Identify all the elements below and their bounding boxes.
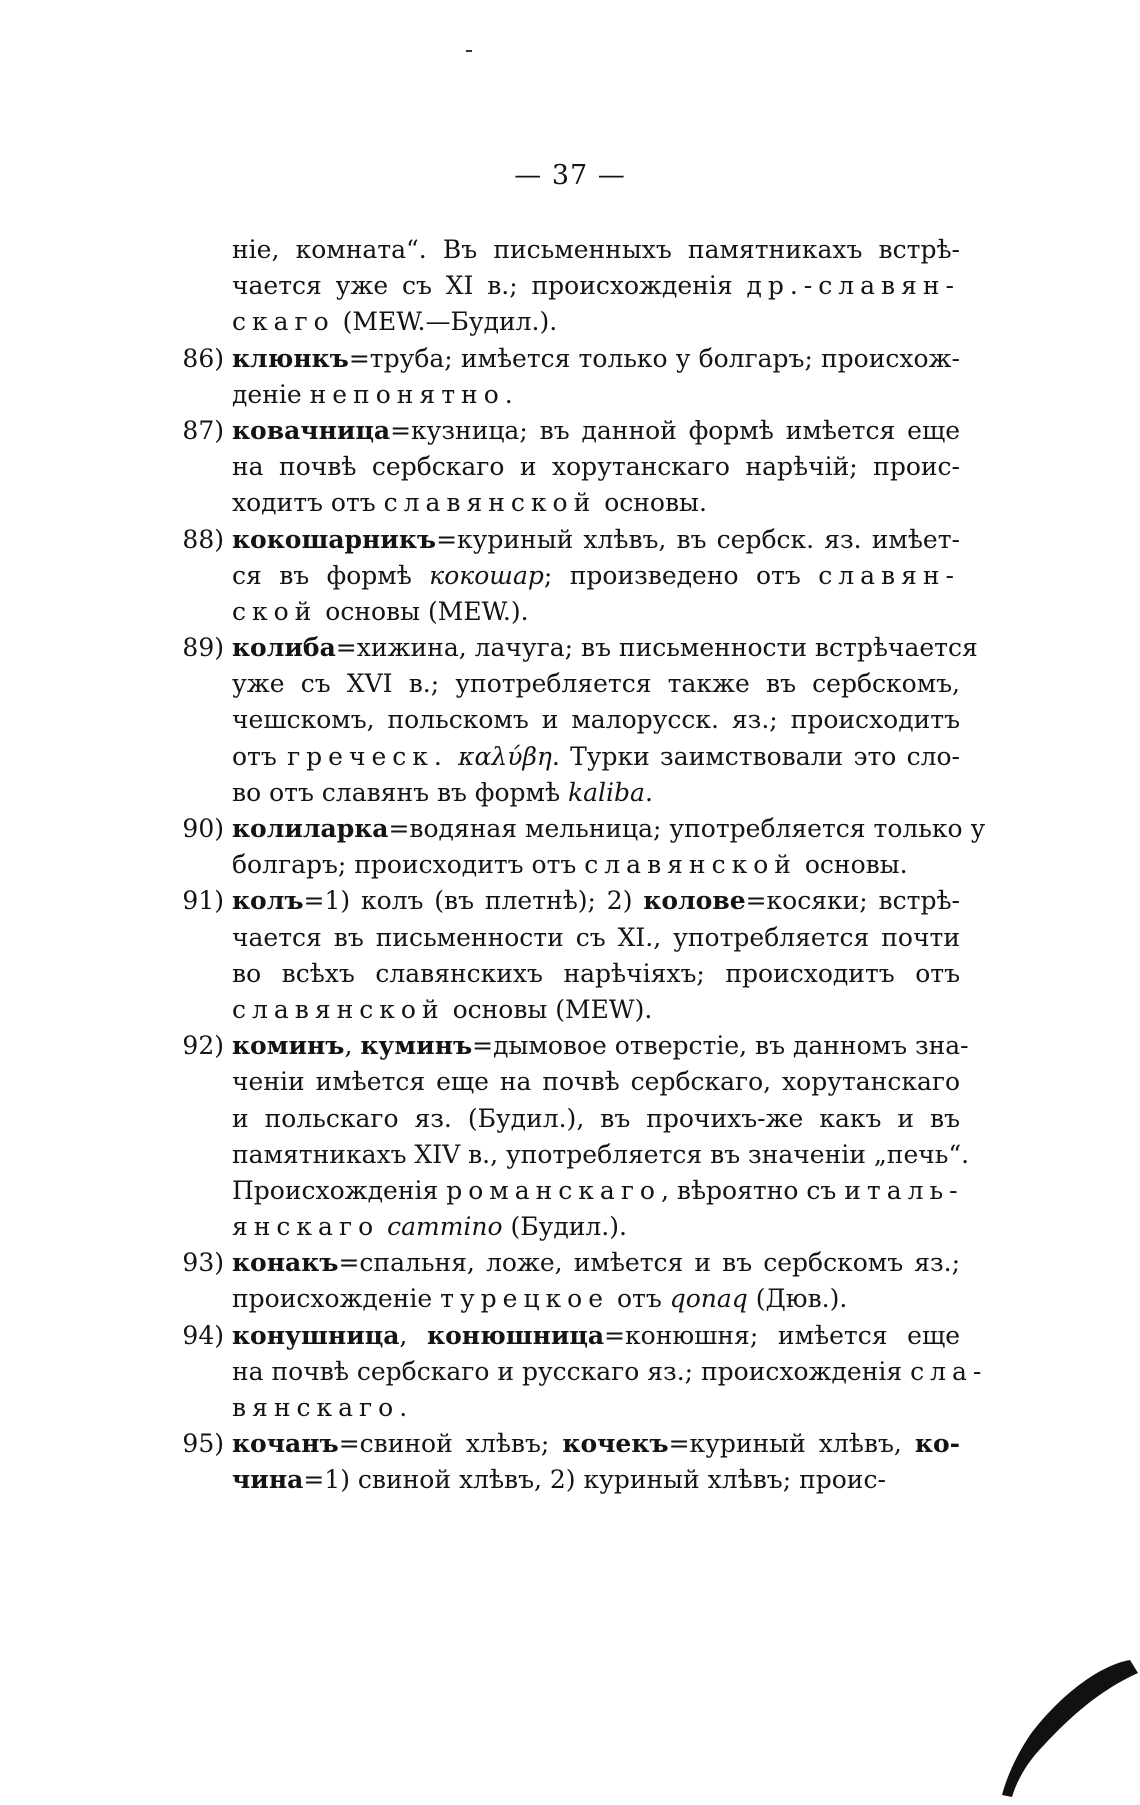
text-line xyxy=(140,1137,970,1173)
line-content xyxy=(232,702,960,738)
text-line xyxy=(140,268,960,304)
text-run: болгаръ; происходитъ отъ xyxy=(232,850,585,880)
line-content xyxy=(232,1390,960,1426)
entry-number: 87) xyxy=(182,415,224,445)
line-content xyxy=(232,883,960,919)
text-line xyxy=(140,992,960,1028)
text-run: деніе xyxy=(232,379,310,409)
spaced-run: янскаго xyxy=(232,1212,380,1242)
dictionary-entry xyxy=(140,1245,960,1317)
text-run xyxy=(379,1212,387,1241)
line-content xyxy=(232,775,960,811)
entry-number: 94) xyxy=(182,1320,224,1350)
dictionary-entry xyxy=(140,413,960,522)
entry-number: 92) xyxy=(182,1031,224,1061)
text-line xyxy=(140,413,960,449)
text-run: основы (MEW.). xyxy=(317,596,529,626)
text-run: =дымовое отверстіе, въ данномъ зна- xyxy=(472,1031,969,1061)
line-content xyxy=(232,1209,960,1245)
text-run: =хижина, лачуга; въ письменности встрѣчается xyxy=(335,633,978,663)
text-line xyxy=(140,847,960,883)
text-run: , xyxy=(344,1031,361,1061)
line-content xyxy=(232,558,960,594)
line-content xyxy=(232,1245,960,1281)
text-line xyxy=(140,1209,960,1245)
headword: кокошарникъ xyxy=(232,524,437,554)
text-run: во отъ славянъ въ формѣ xyxy=(232,777,568,807)
text-run: чешскомъ, польскомъ и малорусск. яз.; происходитъ xyxy=(232,705,960,735)
text-run: =конюшня; имѣется еще xyxy=(604,1320,960,1350)
dictionary-entry xyxy=(140,1426,960,1498)
text-line xyxy=(140,1245,960,1281)
line-content xyxy=(232,1028,969,1064)
dictionary-entry xyxy=(140,1318,988,1427)
text-line xyxy=(140,232,960,268)
line-content xyxy=(232,1281,960,1317)
dictionary-entry xyxy=(140,522,960,631)
text-run: на почвѣ сербскаго и хорутанскаго нарѣчій; проис- xyxy=(232,452,960,482)
line-content xyxy=(232,449,960,485)
dictionary-entry xyxy=(140,630,978,811)
text-run: . Турки заимствовали это сло- xyxy=(551,741,960,771)
text-line xyxy=(140,1064,960,1100)
quill-mark-icon xyxy=(990,1655,1140,1805)
text-line xyxy=(140,377,960,413)
spaced-run: романскаго xyxy=(446,1175,661,1205)
page-number: — 37 — xyxy=(514,160,626,191)
text-line xyxy=(140,1101,960,1137)
text-run: ся въ формѣ xyxy=(232,560,430,590)
headword: клюнкъ xyxy=(232,343,349,373)
text-run: =1) колъ (въ плетнѣ); 2) xyxy=(303,886,644,916)
line-content xyxy=(232,739,960,775)
text-line xyxy=(140,1281,960,1317)
headword: колъ xyxy=(232,886,304,916)
dictionary-entry xyxy=(140,883,960,1028)
text-run: (Дюв.). xyxy=(747,1284,848,1314)
headword: коминъ xyxy=(232,1031,345,1061)
spaced-run: италь- xyxy=(844,1175,964,1205)
italic-run: cammino xyxy=(387,1212,503,1242)
text-run: =спальня, ложе, имѣется и въ сербскомъ яз.; xyxy=(338,1248,960,1278)
dictionary-entry xyxy=(140,1028,970,1245)
text-run: основы. xyxy=(796,850,908,880)
text-run: и польскаго яз. (Будил.), въ прочихъ-же какъ и въ xyxy=(232,1103,960,1133)
entry-number: 88) xyxy=(182,524,224,554)
line-content xyxy=(232,847,960,883)
italic-run: kaliba xyxy=(567,777,645,807)
line-content xyxy=(232,1064,960,1100)
line-content xyxy=(232,341,960,377)
text-run: =косяки; встрѣ- xyxy=(745,886,960,916)
text-run: =куриный хлѣвъ, въ сербск. яз. имѣет- xyxy=(436,524,960,554)
text-run: , вѣроятно съ xyxy=(660,1175,845,1205)
text-line xyxy=(140,304,960,340)
text-run: чается въ письменности съ XI., употребляется почти xyxy=(232,922,960,952)
text-run: (MEW.—Будил.). xyxy=(334,307,558,337)
headword: колиба xyxy=(232,633,336,663)
line-content xyxy=(232,1173,964,1209)
spaced-run: славян- xyxy=(818,560,960,590)
headword: ковачница xyxy=(232,415,391,445)
line-content xyxy=(232,1101,960,1137)
text-line xyxy=(140,920,960,956)
headword: конюшница xyxy=(427,1320,605,1350)
text-run: ченіи имѣется еще на почвѣ сербскаго, хорутанскаго xyxy=(232,1067,960,1097)
text-run xyxy=(448,742,458,771)
headword: конакъ xyxy=(232,1248,339,1278)
line-content xyxy=(232,1426,960,1462)
text-line xyxy=(140,522,960,558)
line-content xyxy=(232,956,960,992)
line-content xyxy=(232,1462,960,1498)
stray-mark xyxy=(466,50,472,52)
text-line xyxy=(140,1173,964,1209)
line-content xyxy=(232,811,986,847)
italic-run: qonaq xyxy=(669,1284,748,1314)
text-run: . xyxy=(504,379,513,409)
text-line xyxy=(140,630,978,666)
text-line xyxy=(140,1318,960,1354)
text-run: , xyxy=(399,1320,428,1350)
spaced-run: греческ. xyxy=(287,741,448,771)
entry-number: 89) xyxy=(182,633,224,663)
text-run: происхожденіе xyxy=(232,1284,441,1314)
text-line xyxy=(140,956,960,992)
headword: чина xyxy=(232,1465,304,1495)
spaced-run: ской xyxy=(232,596,318,626)
text-line xyxy=(140,739,960,775)
text-run: =труба; имѣется только у болгаръ; происхож- xyxy=(348,343,960,373)
dictionary-text xyxy=(140,232,988,1499)
line-content xyxy=(232,1318,960,1354)
spaced-run: сла- xyxy=(910,1356,988,1386)
text-run: =1) свиной хлѣвъ, 2) куриный хлѣвъ; проис- xyxy=(303,1465,886,1495)
spaced-run: славянской xyxy=(383,488,597,518)
text-run: (Будил.). xyxy=(502,1212,627,1242)
spaced-run: вянскаго xyxy=(232,1393,400,1422)
text-line xyxy=(140,485,960,521)
spaced-run: турецкое xyxy=(440,1284,610,1314)
spaced-run: славянской xyxy=(584,850,797,880)
line-content xyxy=(232,920,960,956)
entry-number: 91) xyxy=(182,886,224,916)
text-run: основы. xyxy=(596,488,707,518)
italic-run: καλύβη xyxy=(458,741,552,771)
text-line xyxy=(140,702,960,738)
headword: куминъ xyxy=(360,1031,473,1061)
headword: ко- xyxy=(914,1429,960,1459)
text-run: чается уже съ XI в.; происхожденія xyxy=(232,271,747,301)
line-content xyxy=(232,1354,988,1390)
text-run: . xyxy=(399,1393,408,1422)
line-content xyxy=(232,377,960,413)
text-line xyxy=(140,1028,969,1064)
text-run: отъ xyxy=(232,741,288,771)
text-line xyxy=(140,1354,988,1390)
text-run: во всѣхъ славянскихъ нарѣчіяхъ; происходитъ отъ xyxy=(232,958,960,988)
line-content xyxy=(232,630,978,666)
headword: колиларка xyxy=(232,814,389,843)
text-run: ходитъ отъ xyxy=(232,488,384,518)
text-run: ніе, комната“. Въ письменныхъ памятникахъ встрѣ- xyxy=(232,235,960,264)
text-run: Происхожденія xyxy=(232,1175,447,1205)
headword: кочанъ xyxy=(232,1429,339,1459)
text-line xyxy=(140,558,960,594)
spaced-run: непонятно xyxy=(309,379,505,409)
dictionary-entry xyxy=(140,341,960,413)
intro-paragraph xyxy=(140,232,960,341)
text-run: уже съ XVI в.; употребляется также въ сербскомъ, xyxy=(232,669,960,699)
text-line xyxy=(140,594,960,630)
line-content xyxy=(232,594,960,630)
line-content xyxy=(232,522,960,558)
line-content xyxy=(232,1137,970,1173)
text-run: =куриный хлѣвъ, xyxy=(668,1429,915,1459)
spaced-run: славянской xyxy=(232,994,445,1024)
spaced-run: скаго xyxy=(232,307,335,337)
dictionary-entry xyxy=(140,811,986,883)
text-run: =водяная мельница; употребляется только у xyxy=(388,814,986,843)
text-line xyxy=(140,666,960,702)
text-run: памятникахъ XIV в., употребляется въ значеніи „печь“. xyxy=(232,1139,970,1169)
entries-list xyxy=(140,341,988,1499)
italic-run: кокошар xyxy=(429,560,544,590)
line-content xyxy=(232,666,960,702)
spaced-run: др.-славян- xyxy=(746,271,960,301)
headword: кочекъ xyxy=(562,1429,669,1459)
text-line xyxy=(140,1390,960,1426)
text-run: . xyxy=(644,777,653,807)
headword: конушница xyxy=(232,1320,400,1350)
text-line xyxy=(140,341,960,377)
text-line xyxy=(140,775,960,811)
text-run: на почвѣ сербскаго и русскаго яз.; происхожденія xyxy=(232,1356,911,1386)
entry-number: 86) xyxy=(182,343,224,373)
headword: колове xyxy=(643,886,746,916)
text-line xyxy=(140,883,960,919)
entry-number: 93) xyxy=(182,1248,224,1278)
text-line xyxy=(140,1426,960,1462)
line-content xyxy=(232,992,960,1028)
text-run: =кузница; въ данной формѣ имѣется еще xyxy=(390,415,960,445)
text-run: =свиной хлѣвъ; xyxy=(338,1429,563,1459)
text-line xyxy=(140,449,960,485)
text-line xyxy=(140,811,986,847)
text-run: ; произведено отъ xyxy=(543,560,819,590)
line-content xyxy=(232,413,960,449)
entry-number: 95) xyxy=(182,1429,224,1459)
text-run: отъ xyxy=(609,1284,670,1314)
line-content xyxy=(232,485,960,521)
text-run: основы (MEW). xyxy=(444,994,653,1024)
text-line xyxy=(140,1462,960,1498)
entry-number: 90) xyxy=(182,814,224,843)
